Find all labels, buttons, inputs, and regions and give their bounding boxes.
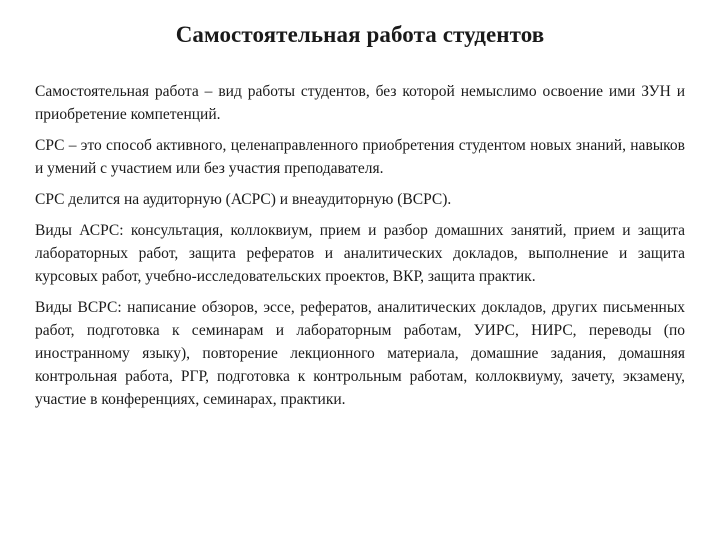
slide-body [35,80,685,419]
paragraph-srs-method: СРС – это способ активного, целенаправленного приобретения студентом новых знаний, навыков и умений с участием или без участия преподавателя. [35,137,685,177]
paragraph-vsrs-types: Виды ВСРС: написание обзоров, эссе, рефератов, аналитических докладов, других письменных работ, подготовка к семинарам и лабораторным работам, УИРС, НИРС, переводы (по иностранному языку), повторение лекционного материала, домашние задания, домашняя контрольная работа, РГР, подготовка к контрольным работам, коллоквиуму, зачету, экзамену, участие в конференциях, семинарах, практики. [35,299,685,408]
slide-title: Самостоятельная работа студентов [175,22,545,47]
paragraph-asrs-types: Виды АСРС: консультация, коллоквиум, прием и разбор домашних занятий, прием и защита лабораторных работ, защита рефератов и аналитических докладов, выполнение и защита курсовых работ, учебно-исследовательских проектов, ВКР, защита практик. [35,222,685,285]
paragraph-definition: Самостоятельная работа – вид работы студентов, без которой немыслимо освоение ими ЗУН и приобретение компетенций. [35,83,685,123]
paragraph-srs-division: СРС делится на аудиторную (АСРС) и внеаудиторную (ВСРС). [35,191,452,208]
